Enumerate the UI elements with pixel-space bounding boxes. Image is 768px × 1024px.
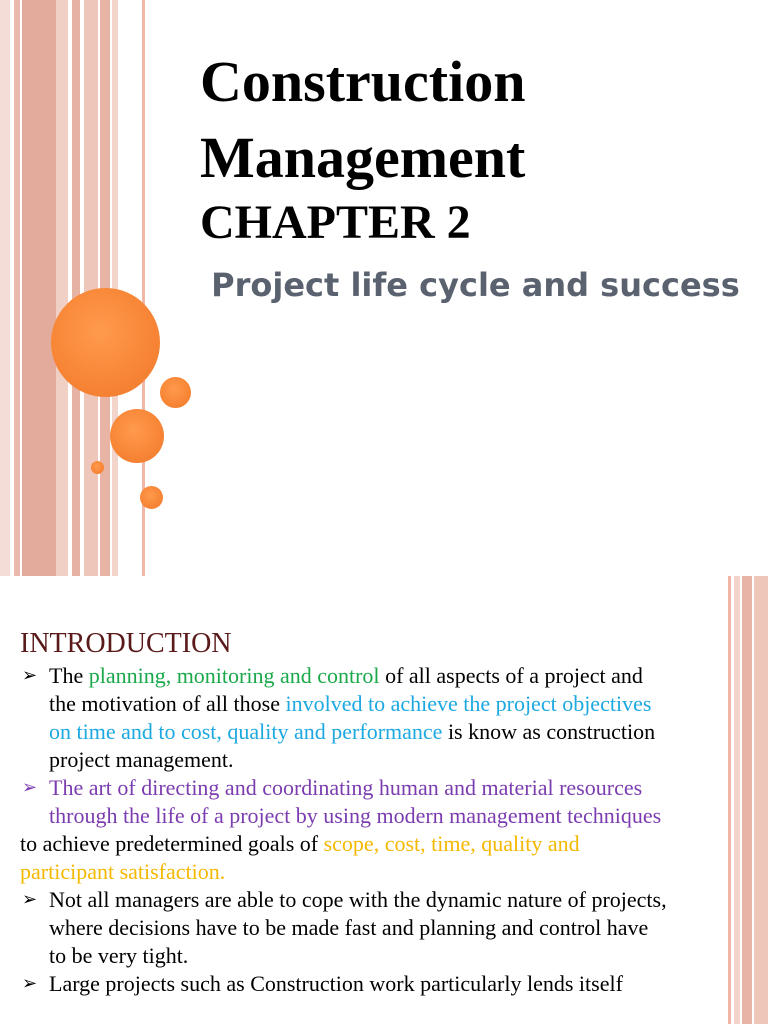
introduction-slide: [0, 576, 768, 1024]
highlight-text: planning, monitoring and control: [88, 663, 380, 688]
chapter-heading: CHAPTER 2: [200, 196, 471, 249]
arrow-bullet-icon: ➢: [22, 889, 38, 910]
paragraph-text: to achieve predetermined goals of: [20, 831, 324, 856]
decorative-stripes-right: [728, 576, 768, 1024]
decorative-circle-small-2: [140, 486, 163, 509]
highlight-text: scope, cost, time, quality and participant satisfaction.: [20, 831, 580, 884]
decorative-circle-small: [160, 377, 191, 408]
decorative-circle-large: [51, 288, 160, 397]
bullet-text: The art of directing and coordinating human and material resources through the life of a project by using modern management techniques: [49, 775, 662, 828]
arrow-bullet-icon: ➢: [22, 973, 38, 994]
paragraph: [20, 830, 670, 886]
arrow-bullet-icon: ➢: [22, 665, 38, 686]
decorative-stripes: [0, 0, 150, 576]
slide-title-line-2: Management: [200, 125, 526, 190]
bullet-text: The: [49, 663, 89, 688]
bullet-item: [20, 662, 670, 774]
bullet-item: [20, 774, 670, 830]
bullet-text: is know as construction project management.: [49, 719, 656, 772]
decorative-circle-medium: [110, 409, 164, 463]
bullet-text: Large projects such as Construction work particularly lends itself: [49, 971, 623, 996]
bullet-text: of all aspects of a project and the motivation of all those: [49, 663, 643, 716]
arrow-bullet-icon: ➢: [22, 777, 38, 798]
section-heading: INTRODUCTION: [20, 628, 232, 659]
highlight-text: involved to achieve the project objectives on time and to cost, quality and performance: [49, 691, 652, 744]
bullet-item: [20, 970, 670, 998]
bullet-item: [20, 886, 670, 970]
bullet-text: Not all managers are able to cope with the dynamic nature of projects, where decisions have to be made fast and planning and control have to be very tight.: [49, 887, 667, 968]
slide-body: [20, 662, 670, 998]
decorative-circle-tiny: [91, 461, 104, 474]
title-block: [200, 44, 740, 306]
slide-title-line-1: Construction: [200, 49, 526, 114]
slide-subtitle: Project life cycle and success: [200, 266, 740, 304]
